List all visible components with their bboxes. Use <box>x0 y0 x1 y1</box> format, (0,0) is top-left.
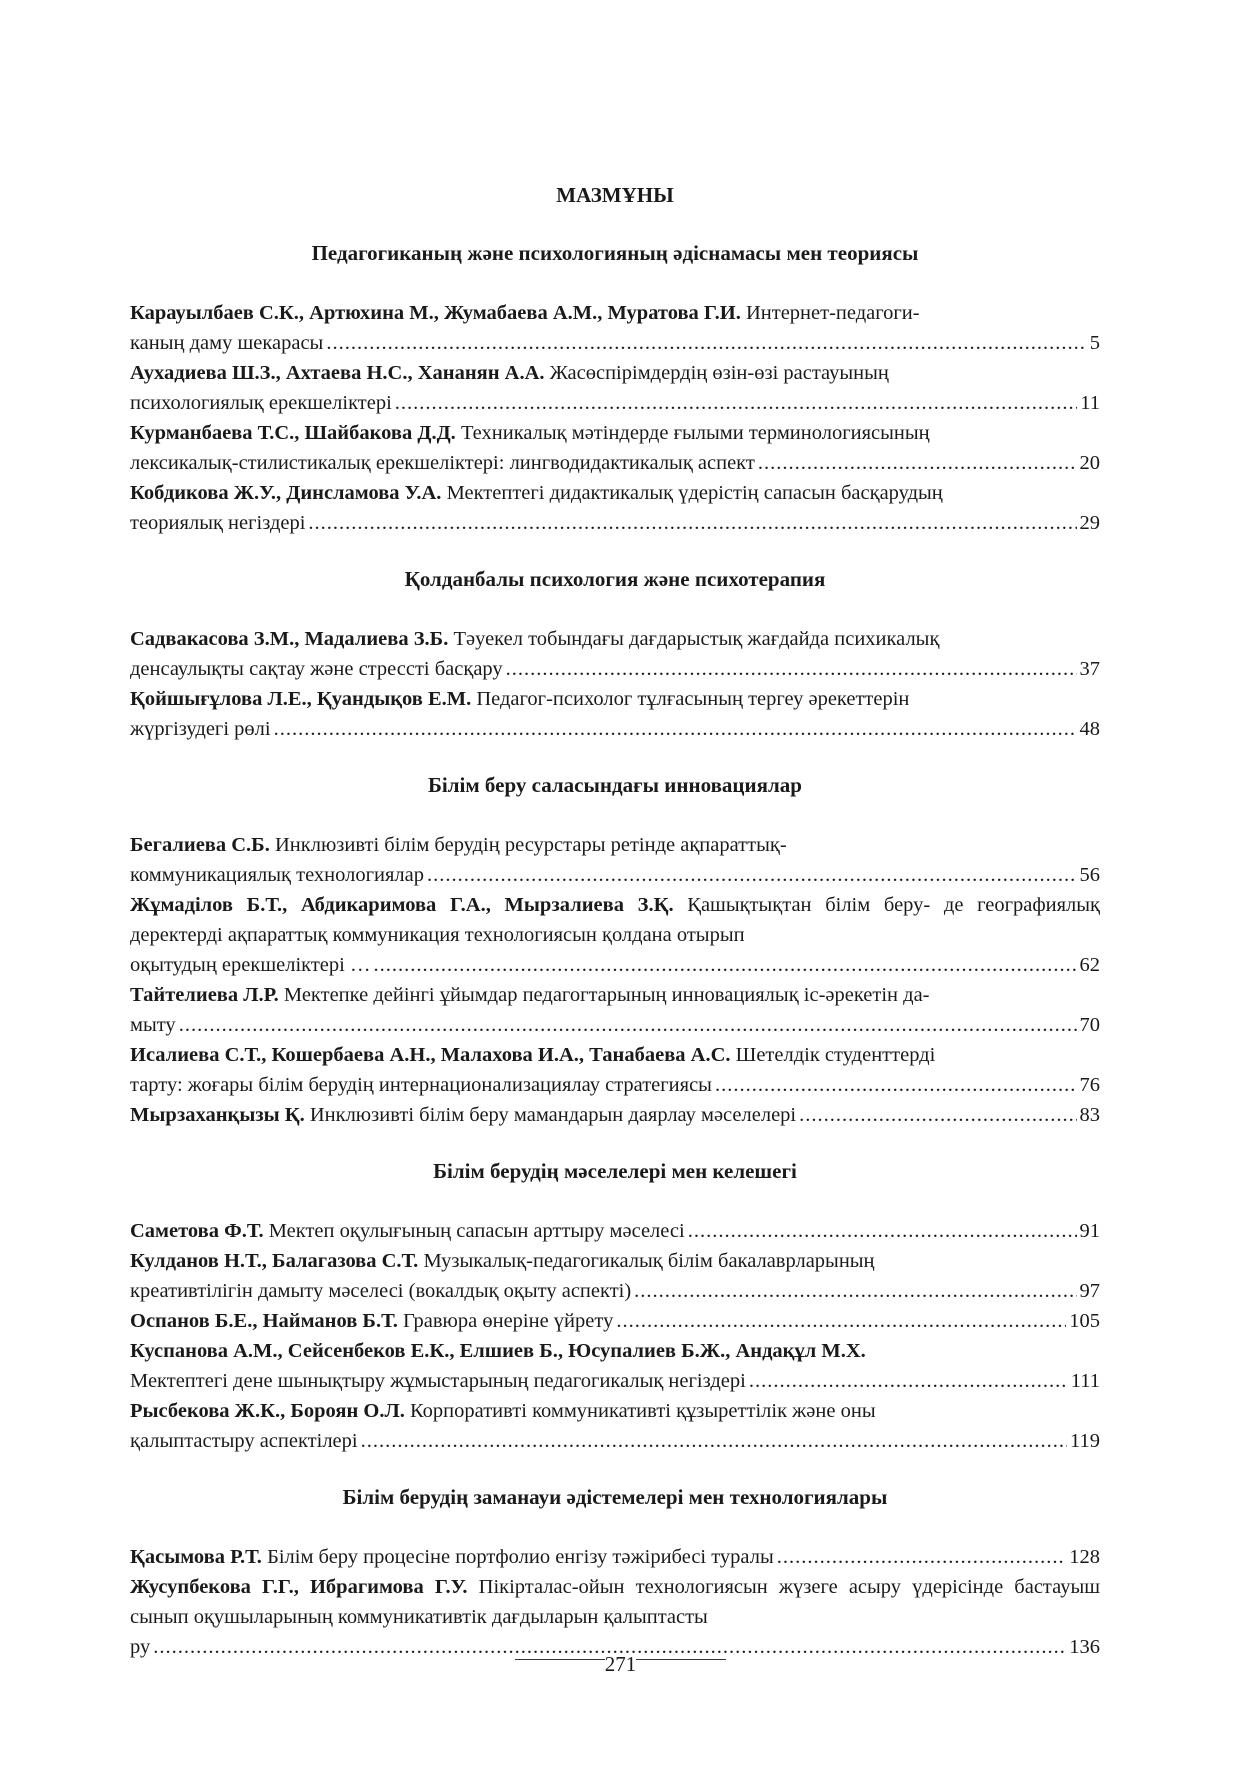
toc-section <box>130 1156 1100 1456</box>
toc-entry[interactable] <box>130 1040 1100 1100</box>
section-title: Педагогиканың және психологияның әдіснамасы мен теориясы <box>311 241 919 265</box>
dot-leader <box>799 1100 1076 1130</box>
entry-title-end: коммуникациялық технологиялар <box>130 864 424 886</box>
entry-authors: Қойшығұлова Л.Е., Қуандықов Е.М. <box>130 688 472 710</box>
entry-title-end: каның даму шекарасы <box>130 332 324 354</box>
section-title: Білім берудің мәселелері мен келешегі <box>433 1159 797 1183</box>
entry-authors: Қасымова Р.Т. <box>130 1546 262 1568</box>
section-title: Қолданбалы психология және психотерапия <box>404 567 826 591</box>
page-number: 271 <box>604 1652 637 1676</box>
entry-authors: Кобдикова Ж.У., Динсламова У.А. <box>130 482 442 504</box>
dot-leader <box>361 1426 1067 1456</box>
entry-page-number: 56 <box>1079 864 1100 886</box>
entry-title: Техникалық мәтіндерде ғылыми терминологиясының <box>460 422 930 444</box>
entry-authors: Оспанов Б.Е., Найманов Б.Т. <box>130 1310 398 1332</box>
entry-authors: Карауылбаев С.К., Артюхина М., Жумабаева А.М., Муратова Г.И. <box>130 302 741 324</box>
entry-authors: Куспанова А.М., Сейсенбеков Е.К., Елшиев Б., Юсупалиев Б.Ж., Андақұл М.Х. <box>130 1340 866 1362</box>
entry-title: Музыкалық-педагогикалық білім бакалаврларының <box>423 1250 875 1272</box>
entry-authors: Кулданов Н.Т., Балагазова С.Т. <box>130 1250 419 1272</box>
toc-entry[interactable] <box>130 1100 1100 1130</box>
section-title: Білім берудің заманауи әдістемелері мен технологиялары <box>342 1485 888 1509</box>
toc-entry[interactable] <box>130 1306 1100 1336</box>
entry-page-number: 105 <box>1069 1310 1100 1332</box>
entry-title-end: мыту <box>130 1014 176 1036</box>
entry-authors: Жусупбекова Г.Г., Ибрагимова Г.У. <box>130 1576 468 1598</box>
entry-page-number: 76 <box>1079 1074 1100 1096</box>
entry-title-end: Мектептегі дене шынықтыру жұмыстарының педагогикалық негіздері <box>130 1370 746 1392</box>
dot-leader <box>274 714 1077 744</box>
dot-leader <box>179 1010 1077 1040</box>
entry-authors: Саметова Ф.Т. <box>130 1220 264 1242</box>
dot-leader <box>427 860 1077 890</box>
entry-page-number: 11 <box>1080 392 1100 414</box>
entry-title-end: лексикалық-стилистикалық ерекшеліктері: лингводидактикалық аспект <box>130 452 755 474</box>
dot-leader <box>688 1216 1077 1246</box>
dot-leader <box>758 448 1077 478</box>
entry-authors: Аухадиева Ш.З., Ахтаева Н.С., Хананян А.А. <box>130 362 545 384</box>
toc-sections <box>130 238 1100 1662</box>
entry-page-number: 119 <box>1070 1430 1100 1452</box>
entry-authors: Жұмаділов Б.Т., Абдикаримова Г.А., Мырзалиева З.Қ. <box>130 894 674 916</box>
toc-section <box>130 238 1100 538</box>
toc-section <box>130 1482 1100 1662</box>
entry-title: Мектептегі дидактикалық үдерістің сапасын басқарудың <box>446 482 943 504</box>
footer-rule-left <box>515 1659 605 1660</box>
entry-title: Пікірталас-ойын технологиясын жүзеге асыру үдерісінде бастауыш сынып оқушыларының коммуникативтік дағдыларын қалыптасты <box>130 1576 1100 1628</box>
dot-leader <box>777 1542 1067 1572</box>
entry-title: Білім беру процесіне портфолио енгізу тәжірибесі туралы <box>267 1546 774 1568</box>
toc-entry[interactable] <box>130 358 1100 418</box>
entry-authors: Мырзаханқызы Қ. <box>130 1104 305 1126</box>
entry-page-number: 29 <box>1079 512 1100 534</box>
toc-entry[interactable] <box>130 418 1100 478</box>
entry-page-number: 136 <box>1069 1636 1100 1658</box>
toc-entry[interactable] <box>130 890 1100 980</box>
toc-entry[interactable] <box>130 980 1100 1040</box>
entry-title-end: жүргізудегі рөлі <box>130 718 271 740</box>
entry-page-number: 5 <box>1089 332 1100 354</box>
entry-title-end: тарту: жоғары білім берудің интернационализациялау стратегиясы <box>130 1074 712 1096</box>
entry-title: Гравюра өнеріне үйрету <box>402 1310 614 1332</box>
entry-title: Шетелдік студенттерді <box>735 1044 936 1066</box>
entry-page-number: 62 <box>1079 954 1100 976</box>
page-title: МАЗМҰНЫ <box>556 183 674 207</box>
entry-title: Тәуекел тобындағы дағдарыстық жағдайда психикалық <box>453 628 940 650</box>
dot-leader <box>749 1366 1068 1396</box>
entry-authors: Тайтелиева Л.Р. <box>130 984 279 1006</box>
entry-authors: Садвакасова З.М., Мадалиева З.Б. <box>130 628 449 650</box>
entry-title: Инклюзивті білім беру мамандарын даярлау мәселелері <box>309 1104 797 1126</box>
entry-title: Педагог-психолог тұлғасының тергеу әрекеттерін <box>476 688 910 710</box>
toc-entry[interactable] <box>130 478 1100 538</box>
dot-leader <box>715 1070 1077 1100</box>
toc-entry[interactable] <box>130 1572 1100 1662</box>
entry-page-number: 111 <box>1070 1370 1100 1392</box>
entry-page-number: 70 <box>1079 1014 1100 1036</box>
entry-authors: Рысбекова Ж.К., Бороян О.Л. <box>130 1400 405 1422</box>
dot-leader <box>506 654 1077 684</box>
entry-authors: Исалиева С.Т., Кошербаева А.Н., Малахова И.А., Танабаева А.С. <box>130 1044 731 1066</box>
entry-page-number: 91 <box>1079 1220 1100 1242</box>
toc-entry[interactable] <box>130 624 1100 684</box>
entry-title-end: теориялық негіздері <box>130 512 306 534</box>
entry-title: Инклюзивті білім берудің ресурстары ретінде ақпараттық- <box>274 834 787 856</box>
dot-leader <box>395 388 1077 418</box>
entry-page-number: 97 <box>1079 1280 1100 1302</box>
toc-section <box>130 770 1100 1130</box>
table-of-contents <box>130 180 1100 1688</box>
toc-entry[interactable] <box>130 1216 1100 1246</box>
toc-entry[interactable] <box>130 298 1100 358</box>
dot-leader <box>616 1306 1066 1336</box>
entry-title: Жасөспірімдердің өзін-өзі растауының <box>549 362 889 384</box>
entry-authors: Курманбаева Т.С., Шайбакова Д.Д. <box>130 422 456 444</box>
entry-page-number: 37 <box>1079 658 1100 680</box>
entry-authors: Бегалиева С.Б. <box>130 834 270 856</box>
dot-leader <box>326 328 1086 358</box>
entry-title: Мектепке дейінгі ұйымдар педагогтарының инновациялық іс-әрекетін да- <box>283 984 930 1006</box>
dot-leader <box>308 508 1076 538</box>
footer-rule-right <box>636 1659 726 1660</box>
section-title: Білім беру саласындағы инновациялар <box>428 773 802 797</box>
entry-title-end: оқытудың ерекшеліктері … <box>130 954 371 976</box>
entry-page-number: 128 <box>1069 1546 1100 1568</box>
page-footer <box>0 1652 1241 1677</box>
toc-section <box>130 564 1100 744</box>
entry-title-end: ру <box>130 1636 151 1658</box>
toc-entry[interactable] <box>130 1336 1100 1396</box>
entry-title: Қашықтықтан білім беру- де географиялық деректерді ақпараттық коммуникация технологиясын қолдана отырып <box>130 894 1100 946</box>
entry-title: Мектеп оқулығының сапасын арттыру мәселесі <box>268 1220 685 1242</box>
entry-page-number: 48 <box>1079 718 1100 740</box>
entry-page-number: 83 <box>1079 1104 1100 1126</box>
toc-entry[interactable] <box>130 1396 1100 1456</box>
toc-entry[interactable] <box>130 684 1100 744</box>
entry-page-number: 20 <box>1079 452 1100 474</box>
dot-leader <box>634 1276 1076 1306</box>
toc-entry[interactable] <box>130 1542 1100 1572</box>
entry-title-end: денсаулықты сақтау және стрессті басқару <box>130 658 503 680</box>
entry-title-end: креативтілігін дамыту мәселесі (вокалдық оқыту аспекті) <box>130 1280 632 1302</box>
toc-entry[interactable] <box>130 830 1100 890</box>
entry-title-end: психологиялық ерекшеліктері <box>130 392 392 414</box>
dot-leader <box>373 950 1076 980</box>
entry-title: Интернет-педагоги- <box>745 302 920 324</box>
entry-title-end: қалыптастыру аспектілері <box>130 1430 358 1452</box>
toc-entry[interactable] <box>130 1246 1100 1306</box>
entry-title: Корпоративті коммуникативті құзыреттілік және оны <box>410 1400 876 1422</box>
